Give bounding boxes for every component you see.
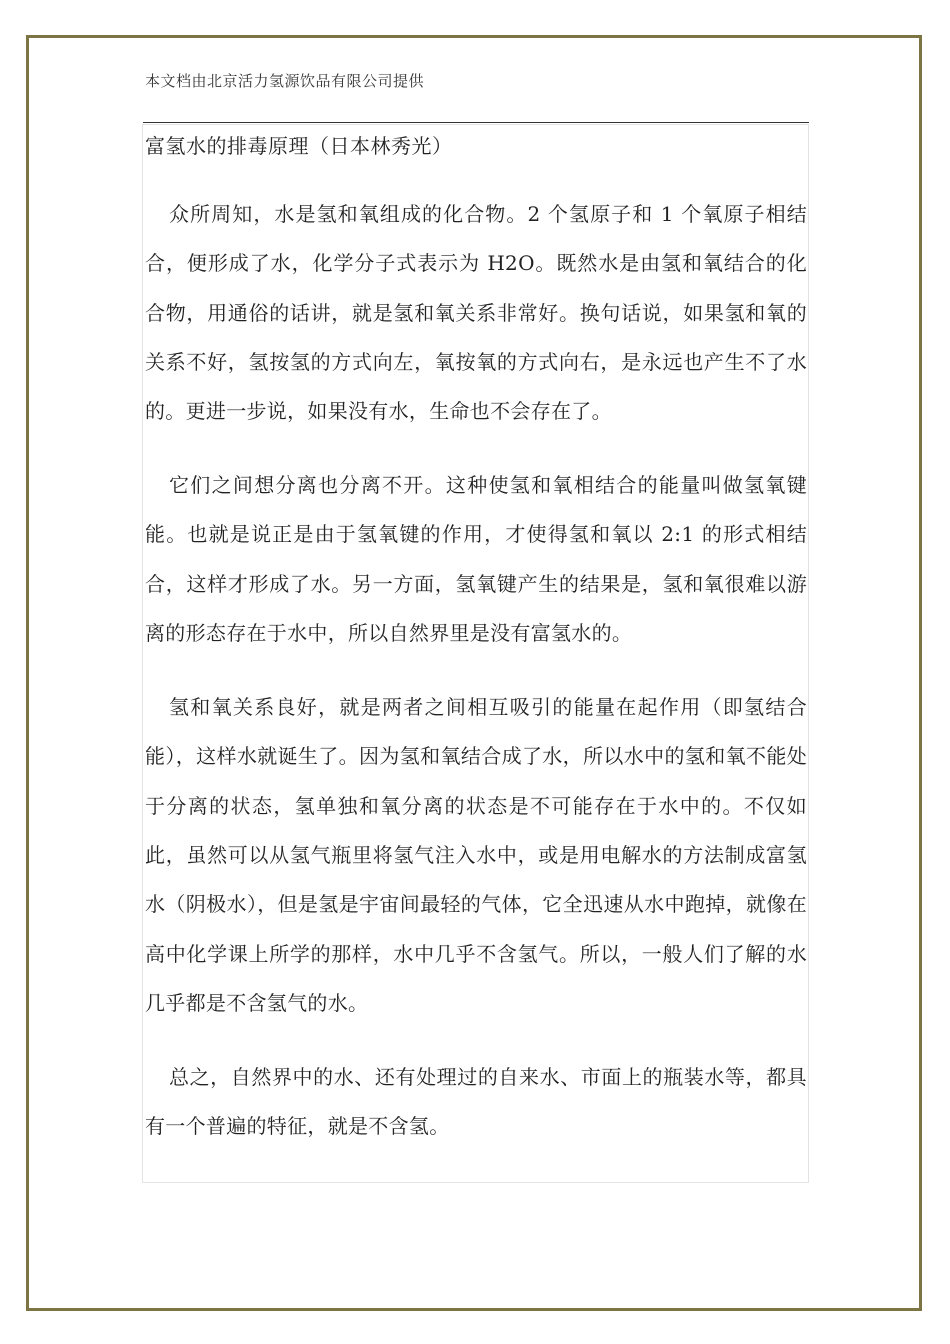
document-body: [145, 190, 807, 1151]
document-header: 本文档由北京活力氢源饮品有限公司提供: [145, 72, 425, 90]
paragraph-4: 总之，自然界中的水、还有处理过的自来水、市面上的瓶装水等，都具有一个普遍的特征，就是不含氢。: [145, 1064, 807, 1139]
paragraph-3: 氢和氧关系良好，就是两者之间相互吸引的能量在起作用（即氢结合能），这样水就诞生了。因为氢和氧结合成了水，所以水中的氢和氧不能处于分离的状态，氢单独和氧分离的状态是不可能存在于水中的。不仅如此，虽然可以从氢气瓶里将氢气注入水中，或是用电解水的方法制成富氢水（阴极水），但是氢是宇宙间最轻的气体，它全迅速从水中跑掉，就像在高中化学课上所学的那样，水中几乎不含氢气。所以，一般人们了解的水几乎都是不含氢气的水。: [145, 695, 807, 1015]
header-divider: [143, 122, 809, 123]
paragraph-2: 它们之间想分离也分离不开。这种使氢和氧相结合的能量叫做氢氧键能。也就是说正是由于氢氧键的作用，才使得氢和氧以 2:1 的形式相结合，这样才形成了水。另一方面，氢氧键产生的结果是，氢和氧很难以游离的形态存在于水中，所以自然界里是没有富氢水的。: [145, 473, 807, 646]
paragraph-1: 众所周知，水是氢和氧组成的化合物。2 个氢原子和 1 个氧原子相结合，便形成了水，化学分子式表示为 H2O。既然水是由氢和氧结合的化合物，用通俗的话讲，就是氢和氧关系非常好。换句话说，如果氢和氧的关系不好，氢按氢的方式向左，氧按氧的方式向右，是永远也产生不了水的。更进一步说，如果没有水，生命也不会存在了。: [145, 202, 807, 424]
document-title: 富氢水的排毒原理（日本林秀光）: [145, 134, 453, 158]
